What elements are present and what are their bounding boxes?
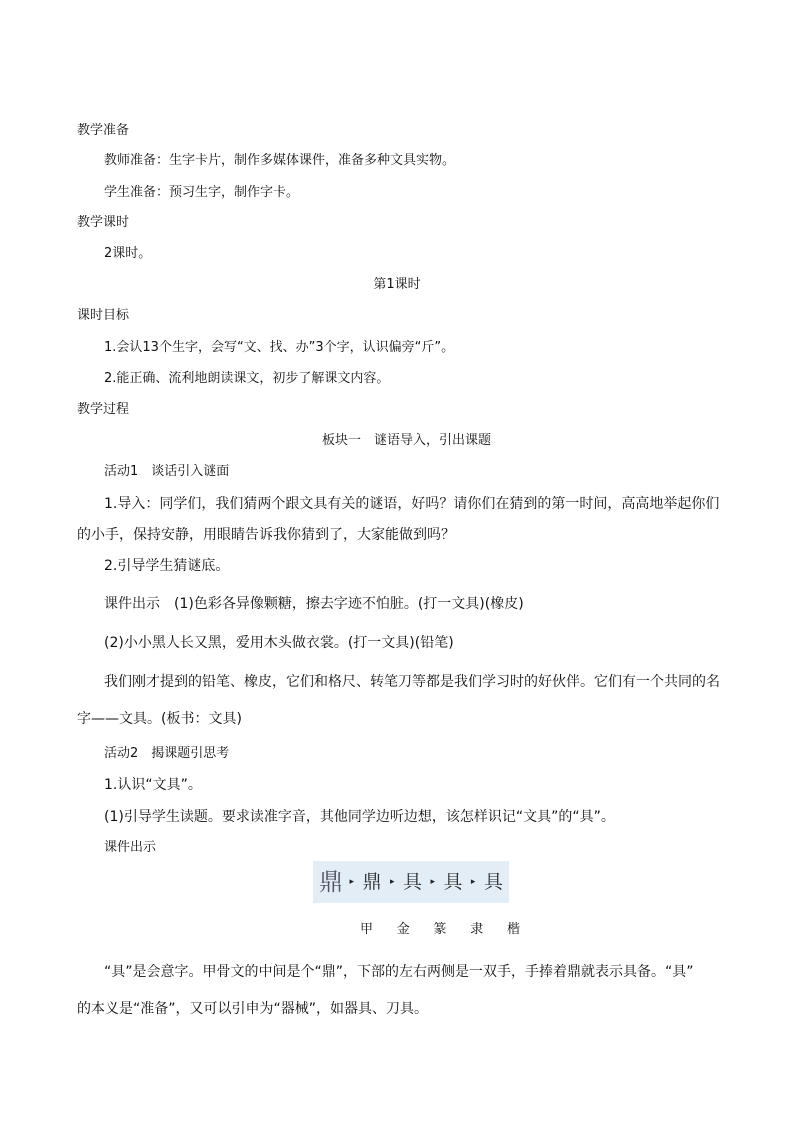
student-prep: 学生准备：预习生字，制作字卡。 — [104, 185, 300, 200]
activity-1-heading: 活动1 谈话引入谜面 — [104, 464, 230, 479]
act1-step1-line1: 1.导入：同学们，我们猜两个跟文具有关的谜语，好吗？请你们在猜到的第一时间，高高地举起你们 — [104, 496, 720, 512]
riddle-2: (2)小小黑人长又黑，爱用木头做衣裳。(打一文具)(铅笔) — [104, 635, 454, 651]
riddle-1: 课件出示 (1)色彩各异像颗糖，擦去字迹不怕脏。(打一文具)(橡皮) — [104, 596, 524, 612]
script-style-labels — [360, 918, 520, 937]
script-label: 楷 — [506, 922, 520, 937]
activity-2-heading: 活动2 揭课题引思考 — [104, 746, 230, 761]
process-heading: 教学过程 — [77, 402, 130, 417]
period-heading: 教学课时 — [77, 215, 130, 230]
explain-line1: “具”是会意字。甲骨文的中间是个“鼎”，下部的左右两侧是一双手，手捧着鼎就表示具备。“具” — [104, 964, 694, 980]
lesson-title: 第1课时 — [373, 277, 421, 292]
arrow-right-icon: ▸ — [470, 877, 476, 887]
teacher-prep: 教师准备：生字卡片，制作多媒体课件，准备多种文具实物。 — [104, 153, 456, 168]
regular-glyph: 具 — [483, 871, 503, 893]
script-label: 隶 — [470, 922, 484, 937]
arrow-right-icon: ▸ — [389, 877, 395, 887]
clerical-glyph: 具 — [443, 871, 463, 893]
goal-1: 1.会认13个生字，会写“文、找、办”3个字，认识偏旁“斤”。 — [104, 340, 455, 355]
act2-sub1: (1)引导学生读题。要求读准字音，其他同学边听边想，该怎样识记“文具”的“具”。 — [104, 809, 615, 825]
script-label: 金 — [396, 922, 410, 937]
arrow-right-icon: ▸ — [430, 877, 435, 887]
act2-step1: 1.认识“文具”。 — [104, 777, 202, 793]
block-1-title: 板块一 谜语导入，引出课题 — [322, 433, 492, 448]
courseware-label: 课件出示 — [104, 840, 157, 855]
script-label: 甲 — [360, 922, 374, 937]
seal-glyph: 具 — [402, 871, 422, 893]
act1-step1-line2: 的小手，保持安静，用眼睛告诉我你猜到了，大家能做到吗？ — [77, 527, 455, 543]
bronze-glyph: 鼎 — [362, 871, 382, 893]
script-label: 篆 — [433, 922, 447, 937]
character-evolution-figure — [313, 861, 509, 903]
summary-line2: 字——文具。(板书：文具) — [77, 711, 242, 727]
explain-line2: 的本义是“准备”，又可以引申为“器械”，如器具、刀具。 — [77, 1001, 429, 1017]
act1-step2: 2.引导学生猜谜底。 — [104, 558, 230, 574]
arrow-right-icon: ▸ — [349, 877, 354, 887]
oracle-bone-glyph: 鼎 — [319, 868, 341, 896]
goal-heading: 课时目标 — [77, 308, 130, 323]
period-value: 2课时。 — [104, 246, 152, 261]
summary-line1: 我们刚才提到的铅笔、橡皮，它们和格尺、转笔刀等都是我们学习时的好伙伴。它们有一个共同的名 — [104, 674, 720, 690]
prep-heading: 教学准备 — [77, 123, 130, 138]
goal-2: 2.能正确、流利地朗读课文，初步了解课文内容。 — [104, 371, 390, 386]
